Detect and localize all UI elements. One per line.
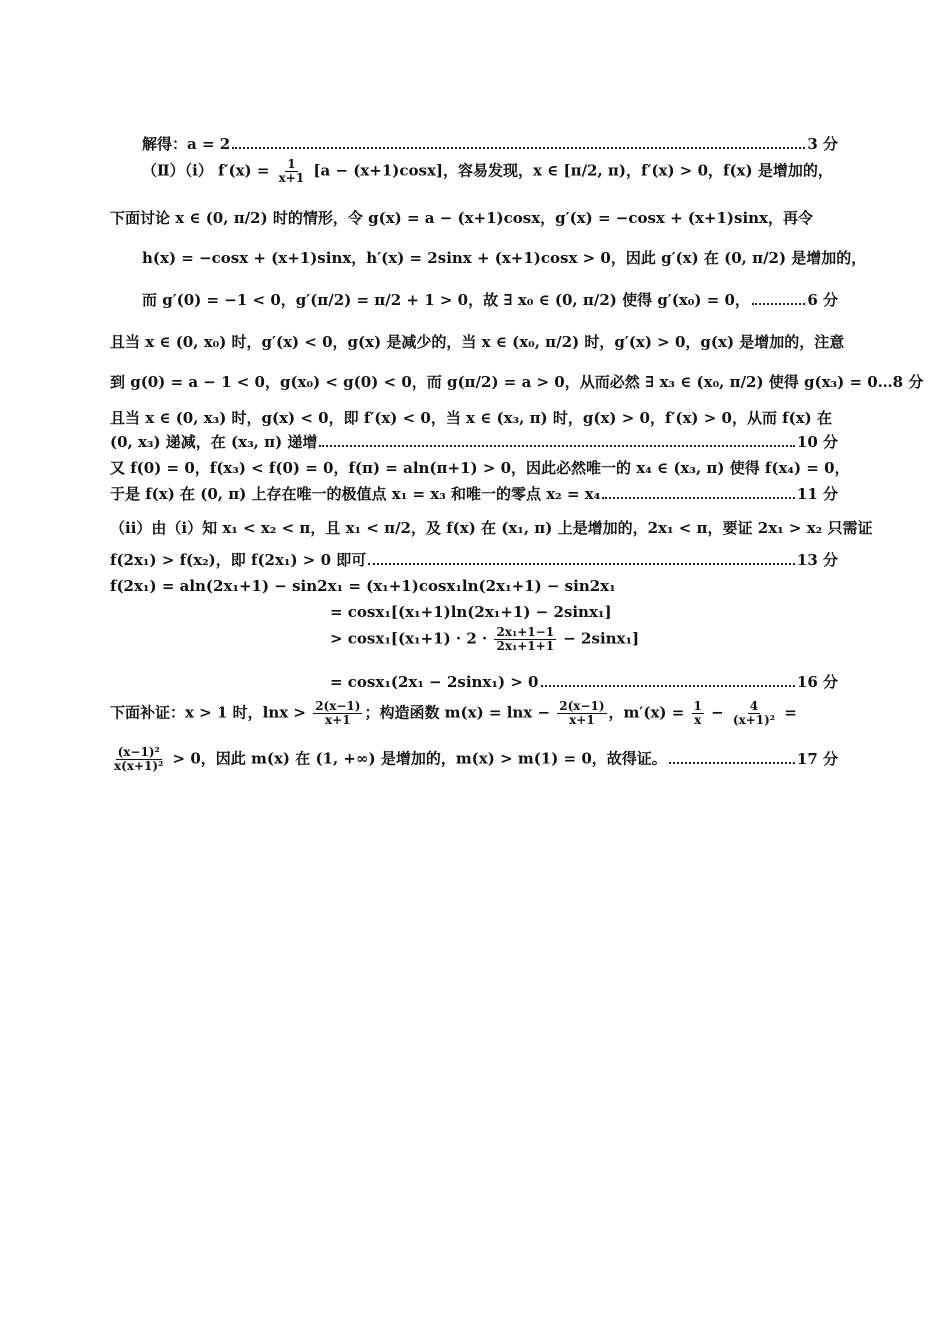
solution-line-x3: 到 g(0) = a − 1 < 0，g(x₀) < g(0) < 0，而 g(π/2) = a > 0，从而必然 ∃ x₃ ∈ (x₀, π/2) 使得 g(x₃) = 0…8 分 xyxy=(110,373,924,391)
fraction: $\frac{4}{\text{(x+1)²}}$ xyxy=(732,699,776,727)
solution-line-f2x1: f(2x₁) = aln(2x₁+1) − sin2x₁ = (x₁+1)cosx₁ln(2x₁+1) − sin2x₁ xyxy=(110,577,616,595)
dot-leader xyxy=(602,485,795,499)
fraction: $\frac{\text{2x₁+1−1}}{\text{2x₁+1+1}}$ xyxy=(496,625,555,653)
score-label: 3 分 xyxy=(807,135,838,153)
solution-line-decrease-increase: (0, x₃) 递减，在 (x₃, π) 递增 10 分 xyxy=(110,433,838,451)
score-label: 13 分 xyxy=(796,551,838,569)
dot-leader xyxy=(752,291,805,305)
score-label: 16 分 xyxy=(796,673,838,691)
solution-line-derivative: （Ⅱ）（i） f′(x) = $\frac{1}{x+1}$ [a − (x+1)cosx]，容易发现，x ∈ [π/2, π)，f′(x) > 0，f(x) 是增加的， xyxy=(142,157,833,185)
dot-leader xyxy=(232,135,805,149)
solution-line-extreme-zero: 于是 f(x) 在 (0, π) 上存在唯一的极值点 x₁ = x₃ 和唯一的零点 x₂ = x₄ 11 分 xyxy=(110,485,838,503)
solution-line-step-gt: > cosx₁[(x₁+1) · 2 · $\frac{\text{2x₁+1−1}}{\text{2x₁+1+1}}$ − 2sinx₁] xyxy=(330,625,640,653)
dot-leader xyxy=(368,551,795,565)
solution-line-x4: 又 f(0) = 0，f(x₃) < f(0) = 0，f(π) = aln(π+1) > 0，因此必然唯一的 x₄ ∈ (x₃, π) 使得 f(x₄) = 0， xyxy=(110,459,850,477)
dot-leader xyxy=(541,673,795,687)
score-label: 17 分 xyxy=(796,749,838,768)
solution-line-conclusion: $\frac{\text{(x−1)²}}{\text{x(x+1)²}}$ > 0，因此 m(x) 在 (1, +∞) 是增加的，m(x) > m(1) = 0，故得证。 17 分 xyxy=(114,745,838,773)
solution-line-monotonic-g: 且当 x ∈ (0, x₀) 时，g′(x) < 0，g(x) 是减少的，当 x ∈ (x₀, π/2) 时，g′(x) > 0，g(x) 是增加的，注意 xyxy=(110,333,845,351)
solution-line-a-value: 解得：a = 2 3 分 xyxy=(142,135,838,153)
dot-leader xyxy=(669,750,795,764)
solution-line-define-h: h(x) = −cosx + (x+1)sinx，h′(x) = 2sinx + (x+1)cosx > 0，因此 g′(x) 在 (0, π/2) 是增加的， xyxy=(142,249,867,267)
fraction: $\frac{1}{x}$ xyxy=(693,699,702,727)
solution-line-define-g: 下面讨论 x ∈ (0, π/2) 时的情形，令 g(x) = a − (x+1)cosx，g′(x) = −cosx + (x+1)sinx，再令 xyxy=(110,209,814,227)
fraction: $\frac{1}{x+1}$ xyxy=(278,157,305,185)
dot-leader xyxy=(319,433,795,447)
fraction: $\frac{2(x-1)}{x+1}$ xyxy=(315,699,361,727)
solution-line-supplement: 下面补证：x > 1 时，lnx > $\frac{2(x-1)}{x+1}$ ；构造函数 m(x) = lnx − $\frac{2(x-1)}{x+1}$ ，m′(x) = $\frac{1}{x}$ − $\frac{4}{\text{(x+1)²}}$ = xyxy=(110,699,797,727)
score-label: 10 分 xyxy=(796,433,838,451)
score-label: 11 分 xyxy=(796,485,838,503)
solution-line-step-eq: = cosx₁[(x₁+1)ln(2x₁+1) − 2sinx₁] xyxy=(330,603,612,621)
solution-line-part-ii: （ii）由（i）知 x₁ < x₂ < π，且 x₁ < π/2，及 f(x) 在 (x₁, π) 上是增加的，2x₁ < π，要证 2x₁ > x₂ 只需证 xyxy=(110,519,873,537)
score-label: 6 分 xyxy=(807,291,838,309)
solution-line-need-prove: f(2x₁) > f(x₂)，即 f(2x₁) > 0 即可 13 分 xyxy=(110,551,838,569)
fraction: $\frac{2(x-1)}{x+1}$ xyxy=(559,699,605,727)
fraction: $\frac{\text{(x−1)²}}{\text{x(x+1)²}}$ xyxy=(114,745,164,773)
solution-line-sign-f: 且当 x ∈ (0, x₃) 时，g(x) < 0，即 f′(x) < 0，当 x ∈ (x₃, π) 时，g(x) > 0，f′(x) > 0，从而 f(x) 在 xyxy=(110,409,832,427)
solution-line-x0: 而 g′(0) = −1 < 0，g′(π/2) = π/2 + 1 > 0，故 ∃ x₀ ∈ (0, π/2) 使得 g′(x₀) = 0， 6 分 xyxy=(142,291,838,309)
solution-line-step-final: = cosx₁(2x₁ − 2sinx₁) > 0 16 分 xyxy=(330,673,838,691)
